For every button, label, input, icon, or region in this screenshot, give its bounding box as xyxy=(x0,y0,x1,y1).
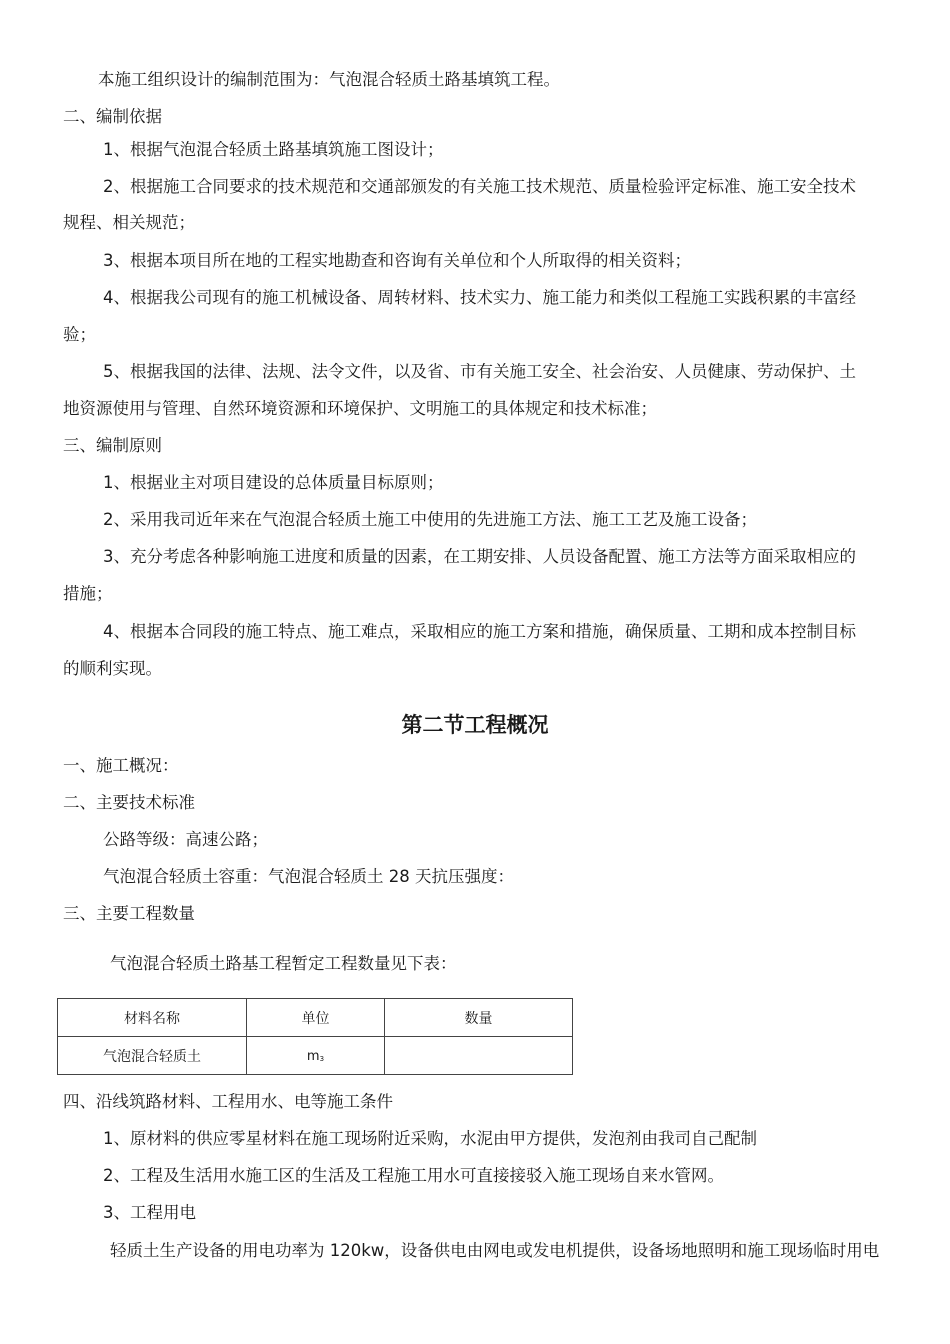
principle-item-3-line-1: 3、充分考虑各种影响施工进度和质量的因素，在工期安排、人员设备配置、施工方法等方面采取相应的 xyxy=(103,547,856,566)
basis-item-4-line-2: 验； xyxy=(63,325,96,344)
header-unit: 单位 xyxy=(247,999,385,1037)
principle-item-1: 1、根据业主对项目建设的总体质量目标原则； xyxy=(103,473,444,492)
heading-basis: 二、编制依据 xyxy=(63,107,162,126)
section-title: 第二节工程概况 xyxy=(401,713,549,737)
table-intro: 气泡混合轻质土路基工程暂定工程数量见下表： xyxy=(110,954,457,973)
basis-item-1: 1、根据气泡混合轻质土路基填筑施工图设计； xyxy=(103,140,444,159)
heading-overview: 一、施工概况： xyxy=(63,756,179,775)
condition-item-2: 2、工程及生活用水施工区的生活及工程施工用水可直接接驳入施工现场自来水管网。 xyxy=(103,1166,724,1185)
unit-base: m xyxy=(306,1048,320,1064)
principle-item-4-line-1: 4、根据本合同段的施工特点、施工难点，采取相应的施工方案和措施，确保质量、工期和成本控制目标 xyxy=(103,622,856,641)
cell-material: 气泡混合轻质土 xyxy=(58,1037,247,1075)
basis-item-5-line-1: 5、根据我国的法律、法规、法令文件，以及省、市有关施工安全、社会治安、人员健康、劳动保护、土 xyxy=(103,362,856,381)
condition-item-3: 3、工程用电 xyxy=(103,1203,196,1222)
table-row xyxy=(58,1037,573,1075)
scope-paragraph: 本施工组织设计的编制范围为：气泡混合轻质土路基填筑工程。 xyxy=(98,70,560,89)
basis-item-2-line-2: 规程、相关规范； xyxy=(63,213,195,232)
cell-quantity xyxy=(385,1037,573,1075)
road-grade: 公路等级：高速公路； xyxy=(103,830,268,849)
condition-item-1: 1、原材料的供应零星材料在施工现场附近采购，水泥由甲方提供，发泡剂由我司自己配制 xyxy=(103,1129,757,1148)
basis-item-4-line-1: 4、根据我公司现有的施工机械设备、周转材料、技术实力、施工能力和类似工程施工实践积累的丰富经 xyxy=(103,288,856,307)
principle-item-4-line-2: 的顺利实现。 xyxy=(63,659,162,678)
heading-principles: 三、编制原则 xyxy=(63,436,162,455)
cell-unit xyxy=(247,1037,385,1075)
principle-item-2: 2、采用我司近年来在气泡混合轻质土施工中使用的先进施工方法、施工工艺及施工设备； xyxy=(103,510,757,529)
density-strength: 气泡混合轻质土容重：气泡混合轻质土 28 天抗压强度： xyxy=(103,867,514,886)
heading-conditions: 四、沿线筑路材料、工程用水、电等施工条件 xyxy=(63,1092,393,1111)
principle-item-3-line-2: 措施； xyxy=(63,584,113,603)
header-material: 材料名称 xyxy=(58,999,247,1037)
heading-quantity: 三、主要工程数量 xyxy=(63,904,195,923)
table-header-row xyxy=(58,999,573,1037)
heading-standards: 二、主要技术标准 xyxy=(63,793,195,812)
unit-exponent: 3 xyxy=(319,1054,325,1063)
basis-item-3: 3、根据本项目所在地的工程实地勘查和咨询有关单位和个人所取得的相关资料； xyxy=(103,251,691,270)
quantity-table xyxy=(57,998,573,1075)
basis-item-5-line-2: 地资源使用与管理、自然环境资源和环境保护、文明施工的具体规定和技术标准； xyxy=(63,399,657,418)
header-quantity: 数量 xyxy=(385,999,573,1037)
basis-item-2-line-1: 2、根据施工合同要求的技术规范和交通部颁发的有关施工技术规范、质量检验评定标准、施工安全技术 xyxy=(103,177,856,196)
power-paragraph: 轻质土生产设备的用电功率为 120kw，设备供电由网电或发电机提供，设备场地照明和施工现场临时用电 xyxy=(110,1241,880,1260)
